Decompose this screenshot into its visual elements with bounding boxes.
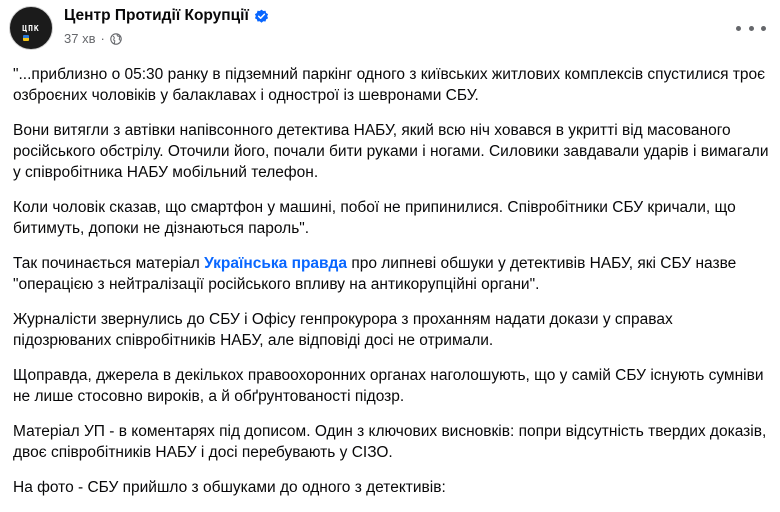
meta-separator: · (100, 31, 105, 46)
page-avatar[interactable] (9, 6, 53, 50)
post-text (13, 64, 773, 512)
post-paragraph: Коли чоловік сказав, що смартфон у машині, побої не припинилися. Співробітники СБУ кричали, що битимуть, допоки не дізнаються пароль". (13, 199, 736, 237)
post-meta (64, 7, 269, 46)
page-name-link[interactable]: Центр Протидії Корупції (64, 7, 249, 24)
name-row (64, 7, 269, 25)
post-paragraph: На фото - СБУ прийшло з обшуками до одного з детективів: (13, 479, 446, 496)
avatar-text: ЦПК (22, 23, 40, 33)
globe-icon[interactable] (110, 33, 122, 45)
more-options-button[interactable] (736, 20, 766, 36)
paragraph-text: про липневі обшуки у детективів НАБУ, які СБУ назве "операцією з нейтралізації російського впливу на антикорупційні органи". (13, 255, 737, 293)
more-options-icon (749, 26, 754, 31)
more-options-icon (761, 26, 766, 31)
more-options-icon (736, 26, 741, 31)
post-timestamp[interactable]: 37 хв (64, 31, 96, 46)
post-paragraph: "...приблизно о 05:30 ранку в підземний паркінг одного з київських житлових комплексів спустилися троє озброєних чоловіків у балаклавах і однострої із шевронами СБУ. (13, 66, 766, 104)
post-paragraph: Щоправда, джерела в декількох правоохоронних органах наголошують, що у самій СБУ існують сумніви не лише стосовно вироків, а й обґрунтованості підозр. (13, 367, 764, 405)
ukrainska-pravda-link[interactable]: Українська правда (204, 255, 348, 272)
verified-badge-icon (254, 9, 269, 24)
ukraine-flag-icon (23, 35, 29, 41)
post-subline (64, 31, 269, 46)
paragraph-text: Так починається матеріал (13, 255, 205, 272)
post-paragraph: Журналісти звернулись до СБУ і Офісу генпрокурора з проханням надати докази у справах підозрюваних співробітників НАБУ, але відповіді досі не отримали. (13, 311, 673, 349)
post-paragraph-with-link (13, 253, 773, 295)
post-paragraph: Матеріал УП - в коментарях під дописом. Один з ключових висновків: попри відсутність твердих доказів, двоє співробітників НАБУ і досі перебувають у СІЗО. (13, 423, 767, 461)
post-paragraph: Вони витягли з автівки напівсонного детектива НАБУ, який всю ніч ховався в укритті від масованого російського обстрілу. Оточили його, почали бити руками і ногами. Силовики завдавали ударів і вимагали у співробітника НАБУ мобільний телефон. (13, 122, 769, 181)
post-header (9, 6, 269, 50)
